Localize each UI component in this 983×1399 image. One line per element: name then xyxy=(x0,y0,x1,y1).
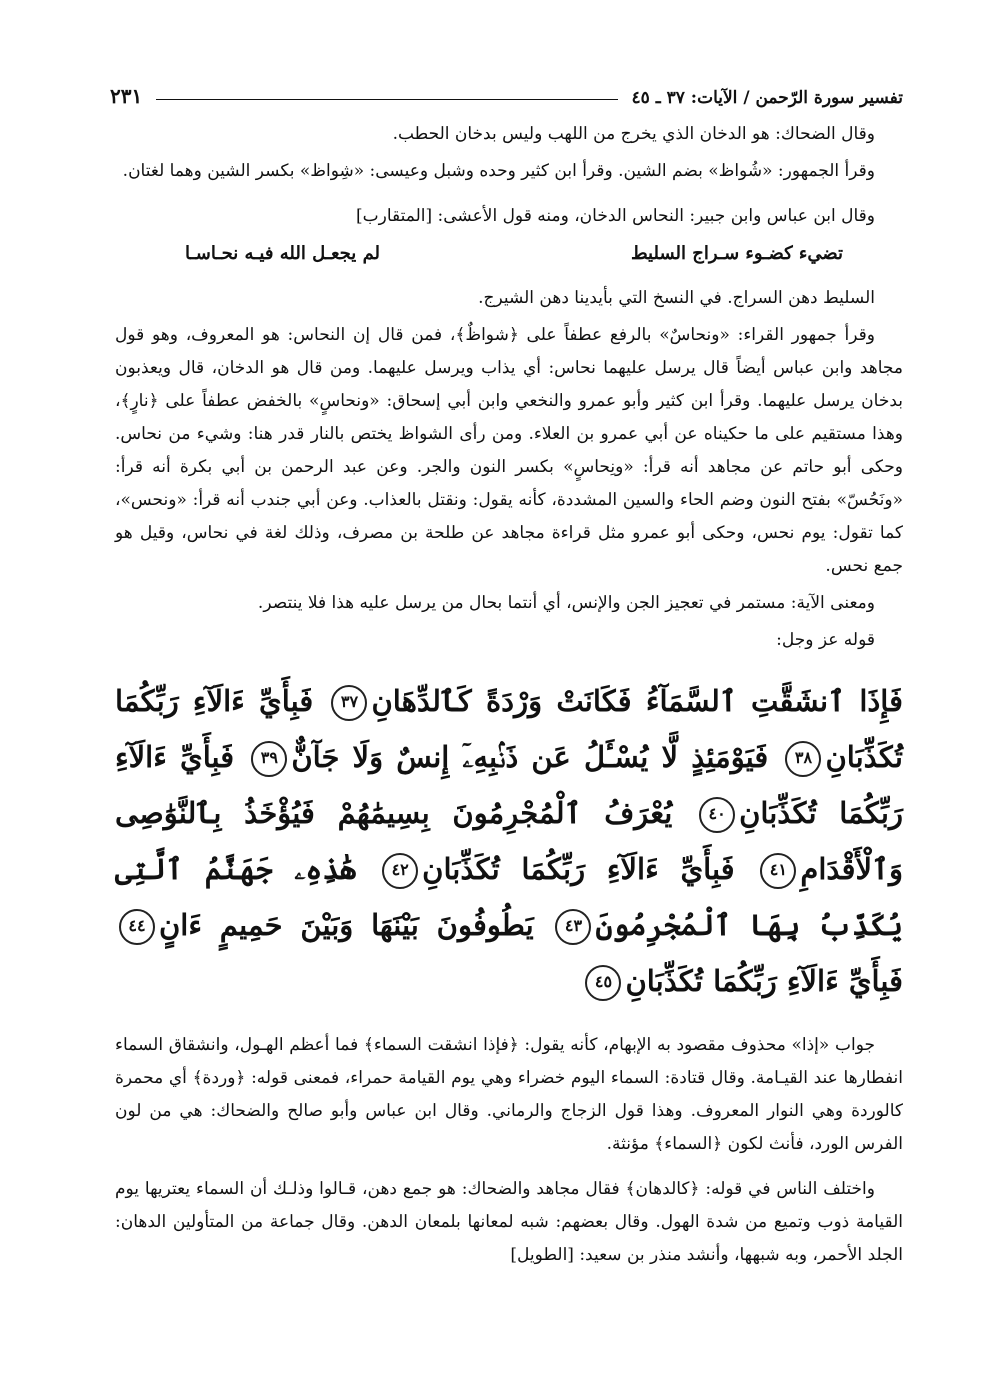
quran-verses xyxy=(115,673,903,1009)
ayah-number-marker: ٣٨ xyxy=(785,741,821,777)
ayah-number-marker: ٣٧ xyxy=(331,685,367,721)
header-title: تفسير سورة الرّحمن / الآيات: ٣٧ ـ ٤٥ xyxy=(631,88,903,108)
running-header xyxy=(110,68,903,108)
ayah-number-marker: ٤٤ xyxy=(119,909,155,945)
paragraph: وقال ابن عباس وابن جبير: النحاس الدخان، ومنه قول الأعشى: [المتقارب] xyxy=(356,206,875,226)
quran-segment: هَٰذِهِۦ جَهَنَّمُ ٱلَّتِى يُكَذِّبُ بِهَا ٱلْمُجْرِمُونَ xyxy=(115,852,903,942)
paragraph: جواب «إذا» محذوف مقصود به الإبهام، كأنه يقول: ﴿فإذا انشقت السماء﴾ فما أعظم الهـول، وانشقاق السماء انفطارها عند القيـامة. وقال قتادة: السماء اليوم خضراء وهي يوم القيامة حمراء، فمعنى قوله: ﴿وردة﴾ أي محمرة كالوردة وهي النوار المعروف. وهذا قول الزجاج والرماني. وقال ابن عباس وأبو صالح والضحاك: هي من لون الفرس الورد، فأنث لكون ﴿السماء﴾ مؤنثة. xyxy=(115,1035,903,1154)
quran-segment: فَيَوْمَئِذٍ لَّا يُسْـَٔلُ عَن ذَنۢبِهِۦٓ إِنسٌ وَلَا جَآنٌّ xyxy=(291,740,769,774)
quran-segment: فَبِأَيِّ ءَالَآءِ رَبِّكُمَا تُكَذِّبَانِ xyxy=(115,740,903,830)
ayah-number-marker: ٤٠ xyxy=(699,797,735,833)
paragraph: وقال الضحاك: هو الدخان الذي يخرج من اللهب وليس بدخان الحطب. xyxy=(392,124,875,144)
poem-verse xyxy=(185,237,843,270)
paragraph: قوله عز وجل: xyxy=(776,630,875,650)
poem-hemistich-right: تضيء كضـوء سـراج السليط xyxy=(630,243,843,264)
paragraph: وقرأ الجمهور: «شُواظ» بضم الشين. وقرأ ابن كثير وحده وشبل وعيسى: «شِواظ» بكسر الشين وهما لغتان. xyxy=(122,161,875,181)
poem-hemistich-left: لم يجعـل الله فيـه نحـاسـا xyxy=(185,243,381,264)
quran-segment: يُعْرَفُ ٱلْمُجْرِمُونَ بِسِيمَٰهُمْ فَيُؤْخَذُ بِٱلنَّوَٰصِى وَٱلْأَقْدَامِ xyxy=(115,796,903,886)
ayah-number-marker: ٤٥ xyxy=(585,965,621,1001)
paragraph: وقرأ جمهور القراء: «ونحاسٌ» بالرفع عطفاً على ﴿شواظٌ﴾، فمن قال إن النحاس: هو المعروف، وهو قول مجاهد وابن عباس أيضاً قال يرسل عليهما نحاس: أي يذاب ويرسل عليهما. ومن قال هو الدخان، قال ويعذبون بدخان يرسل عليهما. وقرأ ابن كثير وأبو عمرو والنخعي وابن أبي إسحاق: «ونحاسٍ» بالخفض عطفاً على ﴿نارٍ﴾، وهذا مستقيم على ما حكيناه عن أبي عمرو بن العلاء. ومن رأى الشواظ يختص بالنار قدر هنا: وشيء من نحاس. وحكى أبو حاتم عن مجاهد أنه قرأ: «ونِحاسٍ» بكسر النون والجر. وعن عبد الرحمن بن أبي بكرة أنه قرأ: «ونَحُسّ» بفتح النون وضم الحاء والسين المشددة، كأنه يقول: ونقتل بالعذاب. وعن أبي جندب أنه قرأ: «ونحس»، كما تقول: يوم نحس، وحكى أبو عمرو مثل قراءة مجاهد عن طلحة بن مصرف، وذلك لغة في نحاس، وقيل هو جمع نحس. xyxy=(115,325,903,576)
ayah-number-marker: ٤٣ xyxy=(555,909,591,945)
ayah-number-marker: ٤١ xyxy=(760,853,796,889)
page-number: ٢٣١ xyxy=(110,84,143,108)
header-rule xyxy=(156,99,617,100)
paragraph: السليط دهن السراج. في النسخ التي بأيدينا دهن الشيرج. xyxy=(478,288,875,308)
ayah-number-marker: ٤٢ xyxy=(382,853,418,889)
paragraph: ومعنى الآية: مستمر في تعجيز الجن والإنس، أي أنتما بحال من يرسل عليه هذا فلا ينتصر. xyxy=(257,593,875,613)
paragraph: واختلف الناس في قوله: ﴿كالدهان﴾ فقال مجاهد والضحاك: هو جمع دهن، قـالوا وذلـك أن السماء يعتريها يوم القيامة ذوب وتميع من شدة الهول. وقال بعضهم: شبه لمعانها بلمعان الدهن. وقال جماعة من المتأولين الدهان: الجلد الأحمر، وبه شبهها، وأنشد منذر بن سعيد: [الطويل] xyxy=(115,1179,903,1265)
quran-segment: فَإِذَا ٱنشَقَّتِ ٱلسَّمَآءُ فَكَانَتْ وَرْدَةً كَٱلدِّهَانِ xyxy=(371,684,904,718)
quran-segment: فَبِأَيِّ ءَالَآءِ رَبِّكُمَا تُكَذِّبَانِ xyxy=(422,852,735,886)
quran-segment: فَبِأَيِّ ءَالَآءِ رَبِّكُمَا تُكَذِّبَانِ xyxy=(625,964,903,998)
ayah-number-marker: ٣٩ xyxy=(251,741,287,777)
page-body xyxy=(115,118,903,1284)
quran-segment: فَبِأَيِّ ءَالَآءِ رَبِّكُمَا تُكَذِّبَانِ xyxy=(115,684,903,774)
quran-segment: يَطُوفُونَ بَيْنَهَا وَبَيْنَ حَمِيمٍ ءَانٍ xyxy=(159,908,534,942)
